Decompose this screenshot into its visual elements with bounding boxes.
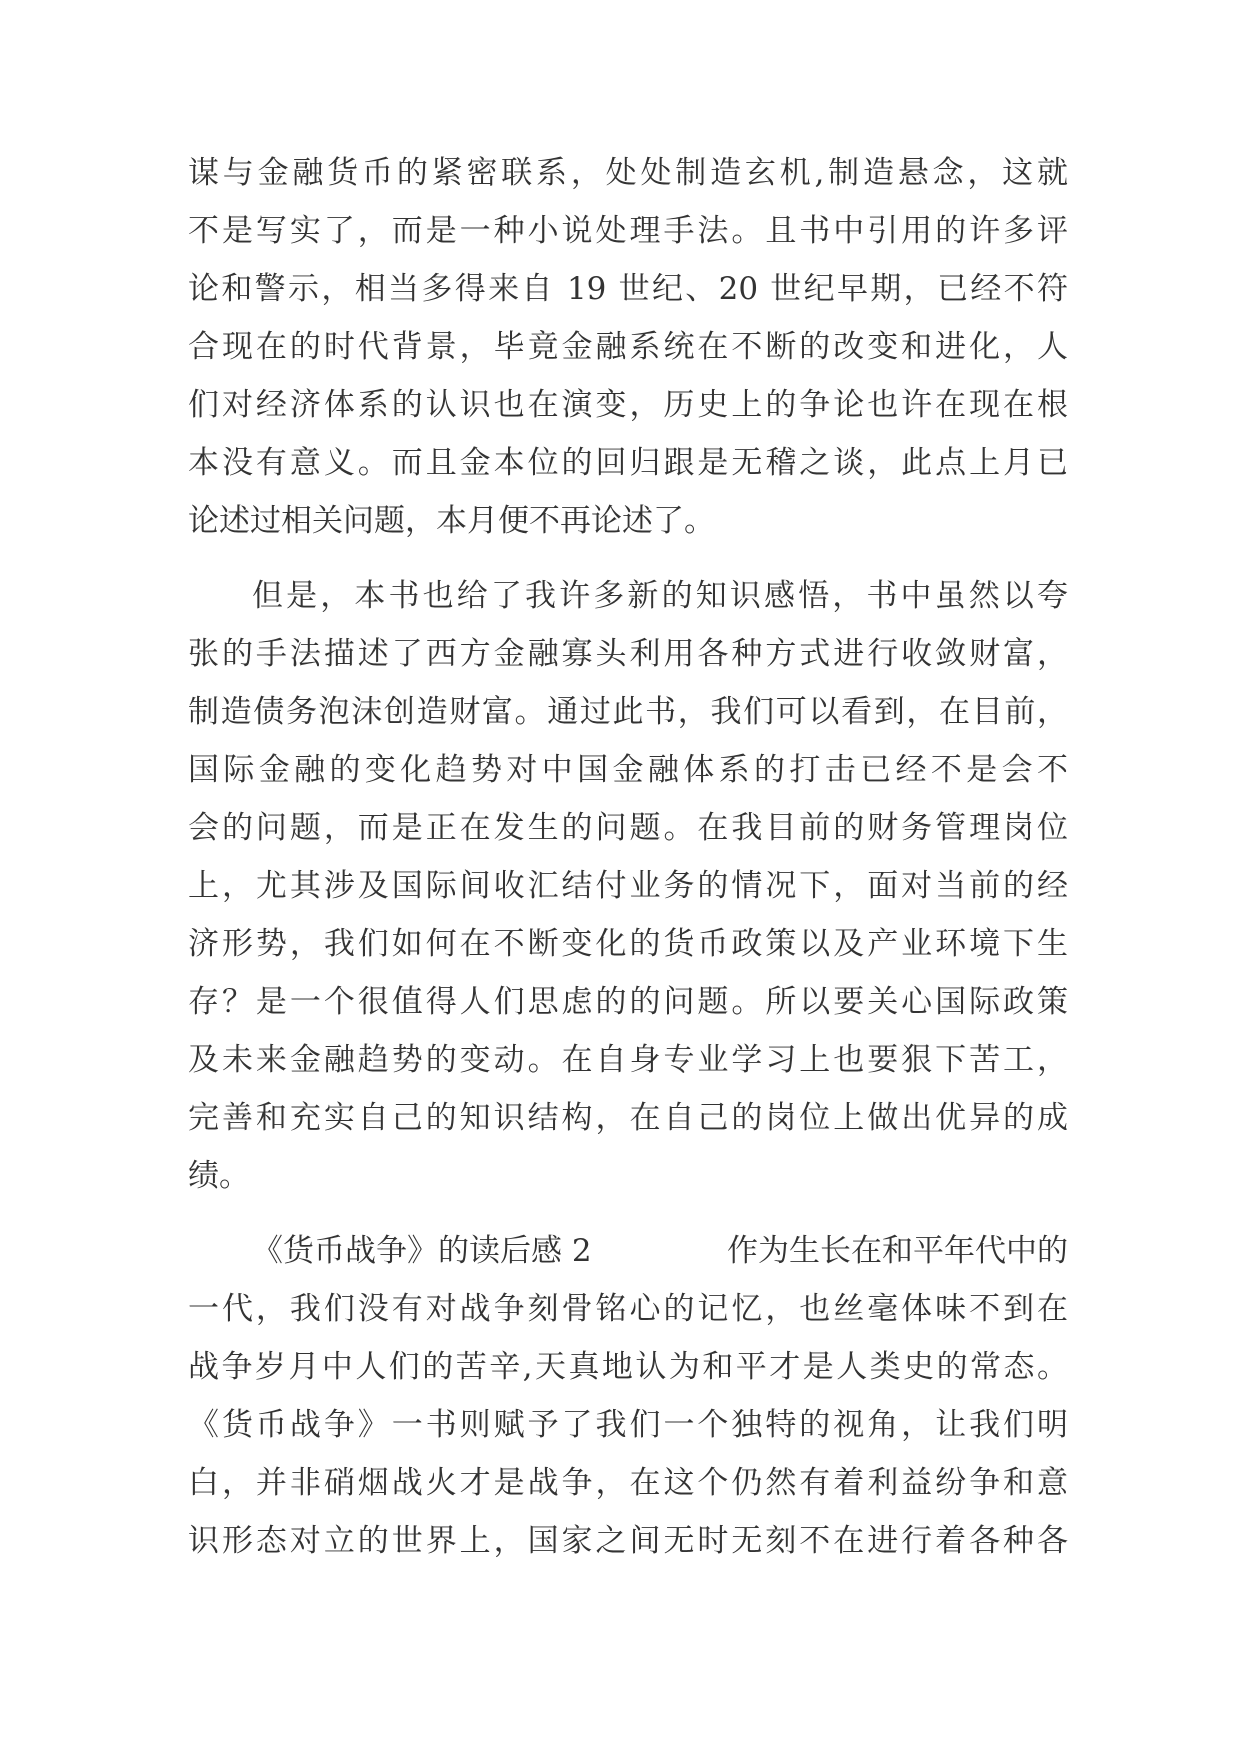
text-line: 上，尤其涉及国际间收汇结付业务的情况下，面对当前的经	[188, 868, 1068, 904]
paragraph-spacer	[188, 1205, 1068, 1222]
paragraph-3	[188, 1222, 1068, 1570]
text-line: 白，并非硝烟战火才是战争，在这个仍然有着利益纷争和意	[188, 1465, 1068, 1501]
document-body	[188, 144, 1068, 1570]
section-heading: 《货币战争》的读后感 2	[252, 1233, 592, 1269]
text-line: 国际金融的变化趋势对中国金融体系的打击已经不是会不	[188, 752, 1068, 788]
text-line: 绩。	[188, 1158, 250, 1194]
text-line: 济形势，我们如何在不断变化的货币政策以及产业环境下生	[188, 926, 1068, 962]
text-line: 论述过相关问题，本月便不再论述了。	[188, 503, 715, 539]
text-line: 识形态对立的世界上，国家之间无时无刻不在进行着各种各	[188, 1523, 1068, 1559]
text-line: 谋与金融货币的紧密联系，处处制造玄机,制造悬念，这就	[188, 155, 1068, 191]
text-line: 本没有意义。而且金本位的回归跟是无稽之谈，此点上月已	[188, 445, 1068, 481]
text-line: 制造债务泡沫创造财富。通过此书，我们可以看到，在目前，	[188, 694, 1068, 730]
text-line: 存？是一个很值得人们思虑的的问题。所以要关心国际政策	[188, 984, 1068, 1020]
text-line: 不是写实了，而是一种小说处理手法。且书中引用的许多评	[188, 213, 1068, 249]
text-line: 但是，本书也给了我许多新的知识感悟，书中虽然以夸	[252, 578, 1068, 614]
text-line: 及未来金融趋势的变动。在自身专业学习上也要狠下苦工，	[188, 1042, 1068, 1078]
text-line: 们对经济体系的认识也在演变，历史上的争论也许在现在根	[188, 387, 1068, 423]
text-line: 作为生长在和平年代中的	[727, 1233, 1068, 1269]
paragraph-spacer	[188, 550, 1068, 567]
heading-line	[188, 1222, 1068, 1280]
paragraph-2	[188, 567, 1068, 1205]
text-line: 论和警示，相当多得来自 19 世纪、20 世纪早期，已经不符	[188, 271, 1068, 307]
text-line: 完善和充实自己的知识结构，在自己的岗位上做出优异的成	[188, 1100, 1068, 1136]
text-line: 《货币战争》一书则赋予了我们一个独特的视角，让我们明	[188, 1407, 1068, 1443]
text-line: 会的问题，而是正在发生的问题。在我目前的财务管理岗位	[188, 810, 1068, 846]
paragraph-1	[188, 144, 1068, 550]
text-line: 战争岁月中人们的苦辛,天真地认为和平才是人类史的常态。	[188, 1349, 1068, 1385]
text-line: 一代，我们没有对战争刻骨铭心的记忆，也丝毫体味不到在	[188, 1291, 1068, 1327]
text-line: 合现在的时代背景，毕竟金融系统在不断的改变和进化，人	[188, 329, 1068, 365]
text-line: 张的手法描述了西方金融寡头利用各种方式进行收敛财富，	[188, 636, 1068, 672]
